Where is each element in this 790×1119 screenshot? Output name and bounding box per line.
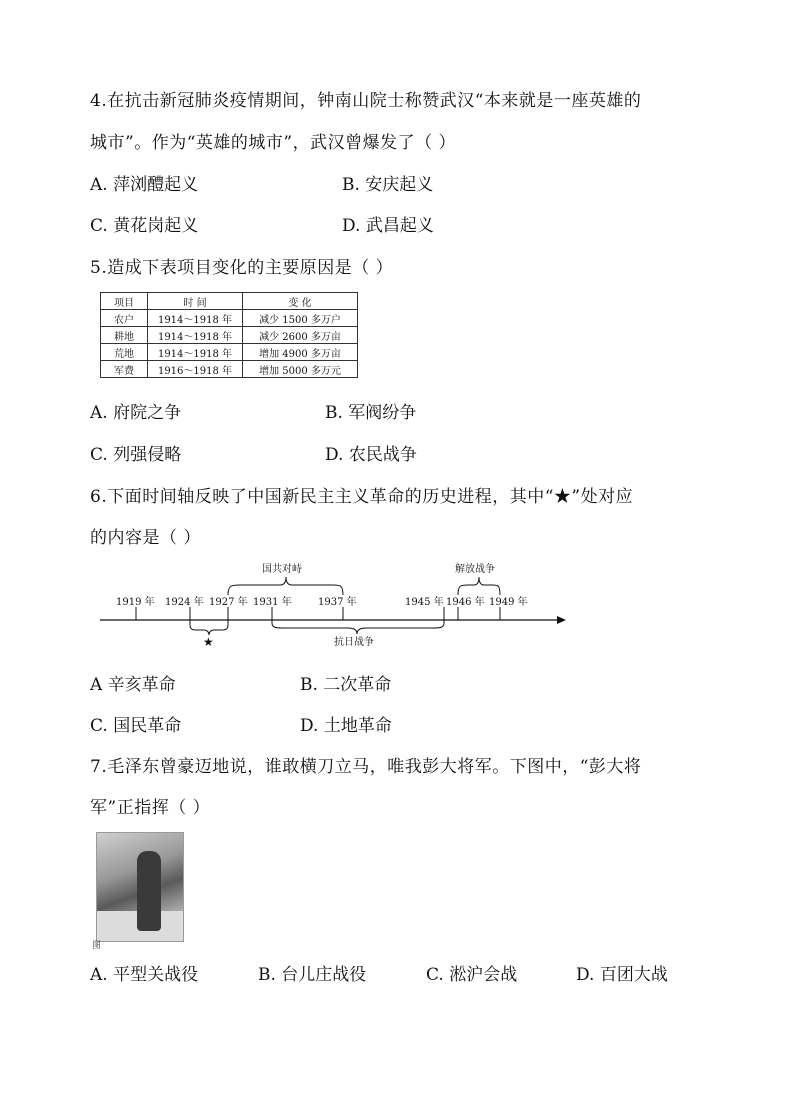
brace-label-top-2: 解放战争 [455,564,495,575]
q6-option-d[interactable]: D. 土地革命 [300,716,392,736]
table-cell: 1914～1918 年 [148,310,243,327]
brace-top-2 [458,577,500,595]
q5-data-table [100,292,358,378]
table-cell: 1916～1918 年 [148,361,243,378]
q4-stem-line1: 4.在抗击新冠肺炎疫情期间，钟南山院士称赞武汉“本来就是一座英雄的 [90,91,642,111]
table-row [101,310,358,327]
table-row [101,344,358,361]
q5-option-a[interactable]: A. 府院之争 [90,403,182,423]
q7-option-a[interactable]: A. 平型关战役 [90,965,199,985]
q6-timeline [0,555,790,655]
q7-photo-caption: 图 [92,941,102,951]
brace-label-top-1: 国共对峙 [262,564,302,575]
table-cell: 1914～1918 年 [148,344,243,361]
q5-option-b[interactable]: B. 军阀纷争 [325,403,417,423]
year-label: 1924 年 [165,597,204,608]
table-row [101,361,358,378]
q6-option-a[interactable]: A 辛亥革命 [90,675,176,695]
year-label: 1946 年 [446,597,485,608]
timeline-arrow-icon [557,616,566,624]
table-cell: 增加 4900 多万亩 [243,344,358,361]
q7-option-b[interactable]: B. 台儿庄战役 [258,965,367,985]
q6-stem-line1: 6.下面时间轴反映了中国新民主主义革命的历史进程，其中“★”处对应 [90,487,634,507]
table-header-cell: 项目 [101,293,148,310]
q5-option-d[interactable]: D. 农民战争 [325,445,417,465]
q7-option-c[interactable]: C. 淞沪会战 [426,965,518,985]
table-cell: 减少 2600 多万亩 [243,327,358,344]
table-cell: 耕地 [101,327,148,344]
q4-option-b[interactable]: B. 安庆起义 [342,175,434,195]
q4-option-a[interactable]: A. 萍浏醴起义 [90,175,199,195]
star-icon: ★ [203,635,214,649]
brace-label-bottom: 抗日战争 [334,637,374,648]
year-label: 1949 年 [489,597,528,608]
brace-bottom-war [272,620,444,634]
table-cell: 军费 [101,361,148,378]
brace-top-1 [228,577,343,595]
table-cell: 增加 5000 多万元 [243,361,358,378]
photo-figure-icon [137,851,161,931]
year-label: 1937 年 [318,597,357,608]
q7-option-d[interactable]: D. 百团大战 [576,965,668,985]
q6-option-b[interactable]: B. 二次革命 [300,675,392,695]
table-header-cell: 变 化 [243,293,358,310]
table-cell: 农户 [101,310,148,327]
table-cell: 减少 1500 多万户 [243,310,358,327]
year-label: 1927 年 [209,597,248,608]
table-row [101,327,358,344]
q7-historical-photo [96,832,184,942]
table-header-row [101,293,358,310]
year-label: 1919 年 [116,597,155,608]
q4-option-c[interactable]: C. 黄花岗起义 [90,216,199,236]
year-label: 1945 年 [405,597,444,608]
q7-stem-line1: 7.毛泽东曾豪迈地说，谁敢横刀立马，唯我彭大将军。下图中，“彭大将 [90,757,642,777]
q6-option-c[interactable]: C. 国民革命 [90,716,182,736]
q4-stem-line2: 城市”。作为“英雄的城市”，武汉曾爆发了（ ） [90,133,456,153]
table-cell: 荒地 [101,344,148,361]
table-cell: 1914～1918 年 [148,327,243,344]
q6-stem-line2: 的内容是（ ） [90,528,201,548]
q4-option-d[interactable]: D. 武昌起义 [342,216,434,236]
q5-stem: 5.造成下表项目变化的主要原因是（ ） [90,258,394,278]
brace-bottom-star [190,620,228,635]
q7-stem-line2: 军”正指挥（ ） [90,798,211,818]
q5-option-c[interactable]: C. 列强侵略 [90,445,182,465]
table-header-cell: 时 间 [148,293,243,310]
year-label: 1931 年 [253,597,292,608]
